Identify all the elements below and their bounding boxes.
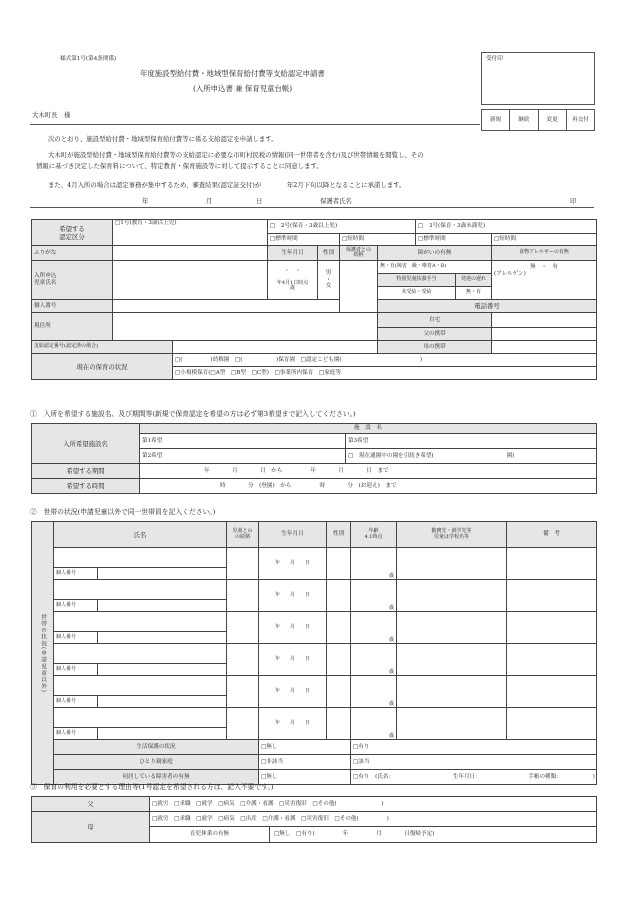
status-options — [481, 109, 595, 131]
date-year: 年 — [142, 197, 149, 205]
relation-label: 保護者との 続柄 — [340, 246, 378, 261]
child-name-field[interactable] — [113, 261, 268, 300]
member-6-note[interactable] — [507, 708, 597, 740]
address-field[interactable] — [113, 313, 378, 341]
member-6-sex[interactable] — [327, 708, 351, 740]
member-5-note[interactable] — [507, 676, 597, 708]
col-dob: 生年月日 — [259, 522, 327, 548]
member-5-relation[interactable] — [227, 676, 259, 708]
addressee: 大木町長 様 — [32, 111, 71, 119]
phone-father-label: 父の携帯 — [378, 328, 492, 341]
phone-mother-label: 母の携帯 — [378, 341, 492, 354]
time-label: 希望する時間 — [32, 479, 140, 494]
member-2-note[interactable] — [507, 580, 597, 612]
status-reissue[interactable]: 再交付 — [566, 110, 594, 131]
seal-mark: 印 — [570, 197, 577, 205]
disabled-member-yes[interactable]: □有り (氏名： 生年月日： 手帳の種類： ) — [351, 770, 597, 785]
facility-label: 入所希望施設名 — [32, 424, 140, 464]
member-3-mynumber[interactable] — [98, 632, 227, 644]
member-5-age[interactable]: 歳 — [351, 676, 397, 708]
col-age: 年齢 4.1時点 — [351, 522, 397, 548]
form-number: 様式第1号(第4条関係) — [60, 56, 117, 62]
mynumber-field[interactable] — [113, 300, 340, 313]
col-workplace: 勤務先・就学先等 児童は学校名等 — [397, 522, 507, 548]
member-5-dob[interactable]: 年 月 日 — [259, 676, 327, 708]
facility-choice-1[interactable]: 第1希望 — [140, 434, 346, 449]
facility-choice-2[interactable]: 第2希望 — [140, 449, 346, 464]
furigana-field[interactable] — [113, 246, 268, 261]
status-continue[interactable]: 継続 — [510, 110, 538, 131]
member-4-relation[interactable] — [227, 644, 259, 676]
phone-home-field[interactable] — [492, 313, 597, 328]
member-4-age[interactable]: 歳 — [351, 644, 397, 676]
member-1-relation[interactable] — [227, 548, 259, 580]
member-4-mynumber-label: 個人番号 — [54, 664, 98, 676]
single-parent-no[interactable]: □非該当 — [259, 755, 351, 770]
member-1-mynumber[interactable] — [98, 568, 227, 580]
facility-table — [31, 423, 597, 494]
member-3-name[interactable] — [54, 612, 227, 632]
member-2-dob[interactable]: 年 月 日 — [259, 580, 327, 612]
dev-delay-label: 発達の遅れ — [456, 274, 492, 287]
addressee-line — [30, 109, 480, 125]
col-relation: 児童との の続柄 — [227, 522, 259, 548]
member-1-name[interactable] — [54, 548, 227, 568]
member-2-mynumber-label: 個人番号 — [54, 600, 98, 612]
childcare-leave-options[interactable]: □無し □有り( 年 月 日復帰予定) — [274, 831, 435, 837]
receipt-stamp-box — [481, 52, 595, 105]
form-subtitle: (入所申込書 兼 保育児童台帳) — [193, 84, 293, 93]
member-5-mynumber-label: 個人番号 — [54, 696, 98, 708]
allergy-field[interactable]: 無 ・ 有 (アレルゲン) — [492, 261, 597, 300]
member-4-dob[interactable]: 年 月 日 — [259, 644, 327, 676]
member-4-mynumber[interactable] — [98, 664, 227, 676]
intro-paragraph-1: 次のとおり、施設型給付費・地域型保育給付費等に係る支給認定を申請します。 — [48, 135, 278, 143]
status-change[interactable]: 変更 — [538, 110, 566, 131]
member-4-note[interactable] — [507, 644, 597, 676]
member-1-age[interactable]: 歳 — [351, 548, 397, 580]
current-care-row2[interactable]: □小規模保育(□A型 □B型 □C型) □事業所内保育 □家庭等 — [173, 367, 597, 380]
special-allowance-field[interactable]: 未受給・受給 — [378, 287, 456, 300]
disability-label: 障がいの有無 — [378, 246, 492, 261]
relation-field[interactable] — [340, 261, 378, 313]
member-3-sex[interactable] — [327, 612, 351, 644]
member-2-workplace[interactable] — [397, 580, 507, 612]
special-allowance-label: 特別児童扶養手当 — [378, 274, 456, 287]
member-2-sex[interactable] — [327, 580, 351, 612]
allergy-label: 食物アレルギーの有無 — [492, 246, 597, 261]
member-1-mynumber-label: 個人番号 — [54, 568, 98, 580]
date-month: 月 — [206, 197, 213, 205]
cert-category-label: 希望する 認定区分 — [32, 220, 113, 246]
single-parent-label: ひとり親家庭 — [54, 755, 259, 770]
period-label: 希望する期間 — [32, 464, 140, 479]
reason-mother-options[interactable]: □就労 □求職 □就学 □病気 □出産 □介護・看護 □災害復旧 □その他( ) — [150, 812, 596, 827]
cert-option-3[interactable]: □ 3号(保育・3歳未満児) — [416, 220, 597, 234]
section3-heading: ③ 保育の利用を必要とする理由等(1号認定を希望される方は、記入不要です。) — [30, 783, 274, 791]
member-5-name[interactable] — [54, 676, 227, 696]
member-3-note[interactable] — [507, 612, 597, 644]
member-1-note[interactable] — [507, 548, 597, 580]
current-care-row1[interactable]: □( )幼稚園 □( )保育園 □認定こども園( ) — [173, 354, 597, 367]
child-name-label: 入所申込 児童氏名 — [32, 261, 113, 300]
reason-father-label: 父 — [32, 797, 150, 812]
section1-heading: ① 入所を希望する施設名、及び期間等(新規で保育認定を希望の方は必ず第3希望まで記入してください。) — [30, 410, 356, 418]
member-6-relation[interactable] — [227, 708, 259, 740]
cert-number-field[interactable] — [173, 341, 378, 354]
childcare-leave-row — [150, 827, 596, 842]
cert2-standard-time[interactable]: □標準時間 — [268, 234, 340, 246]
phone-label: 電話番号 — [378, 300, 597, 313]
phone-mother-field[interactable] — [492, 341, 597, 354]
status-new[interactable]: 新規 — [482, 110, 510, 131]
member-2-relation[interactable] — [227, 580, 259, 612]
childcare-leave-label: 育児休業の有無 — [150, 827, 270, 842]
member-3-dob[interactable]: 年 月 日 — [259, 612, 327, 644]
section2-heading: ② 世帯の状況(申請児童以外で同一世帯員を記入ください。) — [30, 508, 216, 516]
furigana-label: ふりがな — [32, 246, 113, 261]
time-field[interactable]: 時 分 (登園) から 時 分 (お迎え) まで — [140, 479, 597, 494]
reason-table — [31, 796, 597, 843]
reason-father-options[interactable]: □就労 □求職 □就学 □病気 □介護・看護 □災害復旧 □その他( ) — [150, 797, 597, 812]
cert2-short-time[interactable]: □短時間 — [340, 234, 416, 246]
member-3-mynumber-label: 個人番号 — [54, 632, 98, 644]
welfare-no[interactable]: □無し — [259, 740, 351, 755]
disability-options[interactable]: 無・有(障害 級・療育A・B) — [378, 261, 492, 274]
sex-field[interactable]: 男 ・ 女 — [318, 261, 340, 300]
col-name: 氏名 — [54, 522, 227, 548]
facility-head: 施 設 名 — [140, 424, 597, 434]
cert-option-2[interactable]: □ 2号(保育・3歳以上児) — [268, 220, 416, 234]
member-6-mynumber[interactable] — [98, 728, 227, 740]
col-note: 備 考 — [507, 522, 597, 548]
disabled-member-label: 同居している障害者の有無 — [54, 770, 259, 785]
applicant-table — [31, 219, 597, 380]
member-2-mynumber[interactable] — [98, 600, 227, 612]
member-5-workplace[interactable] — [397, 676, 507, 708]
reason-mother-label: 母 — [32, 812, 150, 843]
member-4-workplace[interactable] — [397, 644, 507, 676]
member-6-dob[interactable]: 年 月 日 — [259, 708, 327, 740]
intro-paragraph-2b: 情報に基づき決定した保育料について、特定教育・保育施設等に対して提示することに同意します。 — [36, 162, 323, 170]
signature-line — [30, 194, 594, 208]
member-6-mynumber-label: 個人番号 — [54, 728, 98, 740]
single-parent-yes[interactable]: □該当 — [351, 755, 597, 770]
member-1-workplace[interactable] — [397, 548, 507, 580]
member-1-sex[interactable] — [327, 548, 351, 580]
member-1-dob[interactable]: 年 月 日 — [259, 548, 327, 580]
cert3-standard-time[interactable]: □標準時間 — [416, 234, 492, 246]
intro-paragraph-2a: 大木町が施設型給付費・地域型保育給付費等の支給認定に必要な市町村民税の情報(同一世帯者を含む)及び世帯情報を閲覧し、その — [48, 151, 424, 159]
member-4-sex[interactable] — [327, 644, 351, 676]
col-sex: 性別 — [327, 522, 351, 548]
welfare-label: 生活保護の状況 — [54, 740, 259, 755]
member-3-workplace[interactable] — [397, 612, 507, 644]
member-3-age[interactable]: 歳 — [351, 612, 397, 644]
member-6-name[interactable] — [54, 708, 227, 728]
member-2-age[interactable]: 歳 — [351, 580, 397, 612]
member-5-mynumber[interactable] — [98, 696, 227, 708]
member-6-workplace[interactable] — [397, 708, 507, 740]
member-2-name[interactable] — [54, 580, 227, 600]
phone-father-field[interactable] — [492, 328, 597, 341]
mynumber-label: 個人番号 — [32, 300, 113, 313]
address-label: 現住所 — [32, 313, 113, 341]
guardian-name-label: 保護者氏名 — [320, 197, 352, 205]
form-title: 年度施設型給付費・地域型保育給付費等支給認定申請書 — [140, 69, 325, 78]
intro-paragraph-3: また、4月入所の場合は認定事務が集中するため、審査結果(認定証交付)が 年2月下旬以降となることに承諾します。 — [48, 181, 406, 189]
dev-delay-field[interactable]: 無・有 — [456, 287, 492, 300]
dob-field[interactable]: ・ ・ 年4月1日時点 歳 — [268, 261, 318, 300]
welfare-yes[interactable]: □有り — [351, 740, 597, 755]
current-care-label: 現在の保育の状況 — [32, 354, 173, 380]
cert-number-label: 支給認定番号(認定済の場合) — [32, 341, 173, 354]
dob-label: 生年月日 — [268, 246, 318, 261]
receipt-label: 受付印 — [486, 56, 503, 62]
reason-mother-cell — [150, 812, 597, 843]
household-table — [31, 521, 597, 785]
member-6-age[interactable]: 歳 — [351, 708, 397, 740]
member-5-sex[interactable] — [327, 676, 351, 708]
sex-label: 性別 — [318, 246, 340, 261]
facility-choice-3[interactable]: 第3希望 — [346, 434, 597, 449]
period-field[interactable]: 年 月 日 から 年 月 日 まで — [140, 464, 597, 479]
phone-home-label: 自宅 — [378, 313, 492, 328]
household-side-label: 世帯の状況(申請児童以外) — [32, 522, 54, 785]
disabled-member-no[interactable]: □無し — [259, 770, 351, 785]
date-day: 日 — [256, 197, 263, 205]
continue-current-option[interactable]: □ 現在通園中の園を引続き希望( 園) — [346, 449, 597, 464]
member-3-relation[interactable] — [227, 612, 259, 644]
cert-option-1[interactable]: □1号(教育・3歳以上児) — [113, 220, 268, 246]
member-4-name[interactable] — [54, 644, 227, 664]
cert3-short-time[interactable]: □短時間 — [492, 234, 597, 246]
